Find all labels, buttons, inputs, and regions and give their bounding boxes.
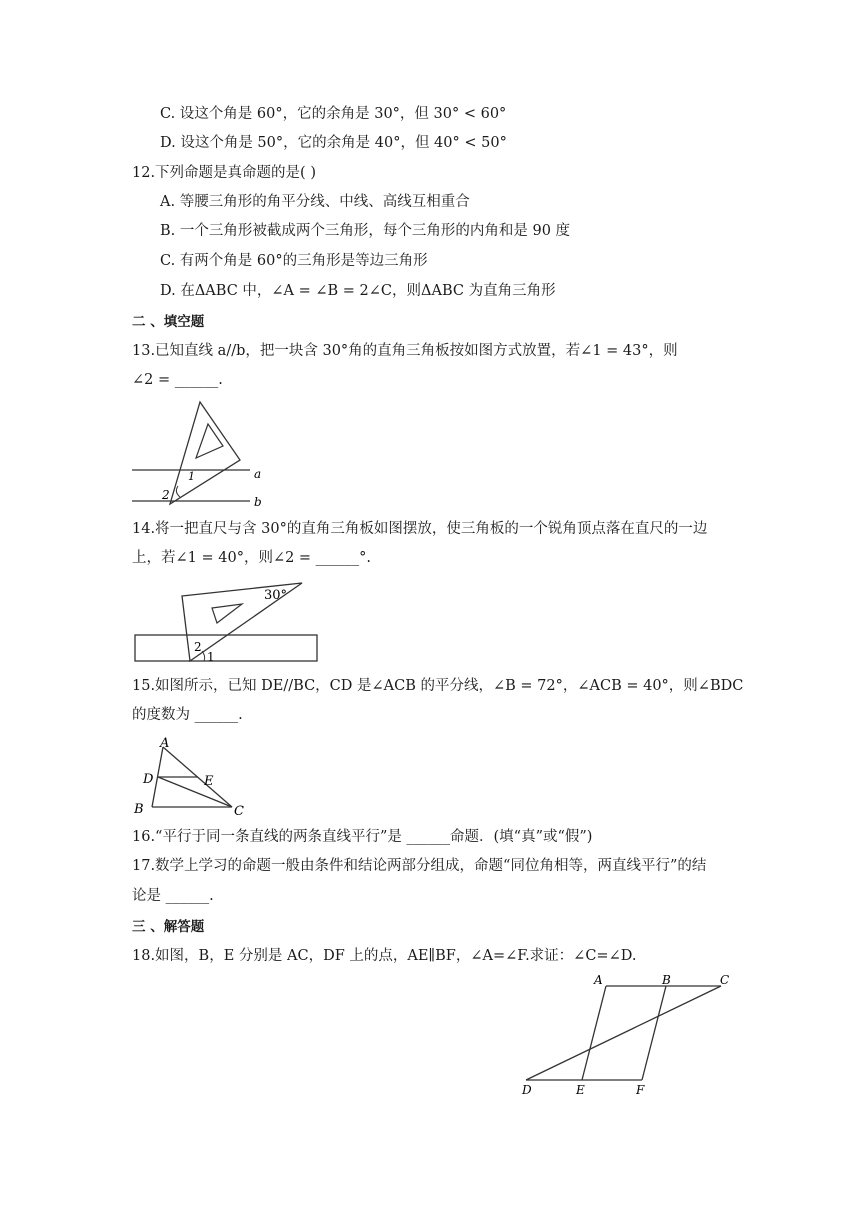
q14-stem-line1: 14.将一把直尺与含 30°的直角三角板如图摆放，使三角板的一个锐角顶点落在直尺的一边 bbox=[132, 521, 708, 537]
q18-label-e: E bbox=[576, 1083, 585, 1097]
q15-label-a: A bbox=[160, 736, 170, 751]
q17-stem-line2: 论是 ______. bbox=[132, 888, 214, 904]
q17-stem-line1: 17.数学上学习的命题一般由条件和结论两部分组成，命题“同位角相等，两直线平行”的结 bbox=[132, 858, 707, 874]
q12-option-b: B. 一个三角形被截成两个三角形，每个三角形的内角和是 90 度 bbox=[160, 223, 571, 239]
q18-label-a: A bbox=[594, 973, 603, 987]
q16-stem: 16.“平行于同一条直线的两条直线平行”是 ______命题．(填“真”或“假”) bbox=[132, 829, 593, 845]
q18-label-c: C bbox=[720, 973, 730, 987]
q15-label-e: E bbox=[204, 774, 214, 789]
q15-label-b: B bbox=[134, 802, 144, 817]
q18-label-f: F bbox=[636, 1083, 645, 1097]
q14-figure bbox=[130, 578, 322, 666]
q12-stem: 12.下列命题是真命题的是( ) bbox=[132, 165, 316, 181]
q11-option-d: D. 设这个角是 50°，它的余角是 40°，但 40° < 50° bbox=[160, 135, 507, 151]
q13-label-1: 1 bbox=[188, 470, 195, 483]
q14-label-2: 2 bbox=[194, 640, 202, 654]
q18-figure bbox=[518, 970, 736, 1100]
q12-option-a: A. 等腰三角形的角平分线、中线、高线互相重合 bbox=[160, 194, 470, 210]
q13-label-a: a bbox=[254, 467, 262, 481]
q13-label-2: 2 bbox=[162, 488, 170, 502]
q15-figure bbox=[130, 735, 255, 820]
q18-label-b: B bbox=[662, 973, 671, 987]
q14-label-1: 1 bbox=[207, 650, 215, 664]
q14-label-30: 30° bbox=[264, 588, 288, 603]
q15-label-c: C bbox=[234, 804, 244, 819]
q15-stem-line2: 的度数为 ______. bbox=[132, 707, 243, 723]
q11-option-c: C. 设这个角是 60°，它的余角是 30°，但 30° < 60° bbox=[160, 106, 507, 122]
section-fill-in-heading: 二 、填空题 bbox=[132, 314, 205, 330]
q15-label-d: D bbox=[143, 772, 154, 787]
q12-option-c: C. 有两个角是 60°的三角形是等边三角形 bbox=[160, 253, 428, 269]
section-answer-heading: 三 、解答题 bbox=[132, 919, 205, 935]
q18-label-d: D bbox=[522, 1083, 532, 1097]
q13-stem-line2: ∠2 = ______. bbox=[132, 372, 223, 388]
q12-option-d: D. 在ΔABC 中，∠A = ∠B = 2∠C，则ΔABC 为直角三角形 bbox=[160, 283, 556, 299]
q18-stem: 18.如图，B，E 分别是 AC，DF 上的点，AE∥BF，∠A=∠F.求证：∠C=∠D. bbox=[132, 948, 637, 964]
q13-stem-line1: 13.已知直线 a//b，把一块含 30°角的直角三角板按如图方式放置，若∠1 = 43°，则 bbox=[132, 343, 678, 359]
q13-label-b: b bbox=[254, 495, 262, 509]
q13-figure bbox=[128, 398, 278, 510]
q15-stem-line1: 15.如图所示，已知 DE//BC，CD 是∠ACB 的平分线，∠B = 72°，∠ACB = 40°，则∠BDC bbox=[132, 678, 744, 694]
q14-stem-line2: 上，若∠1 = 40°，则∠2 = ______°. bbox=[132, 550, 372, 566]
